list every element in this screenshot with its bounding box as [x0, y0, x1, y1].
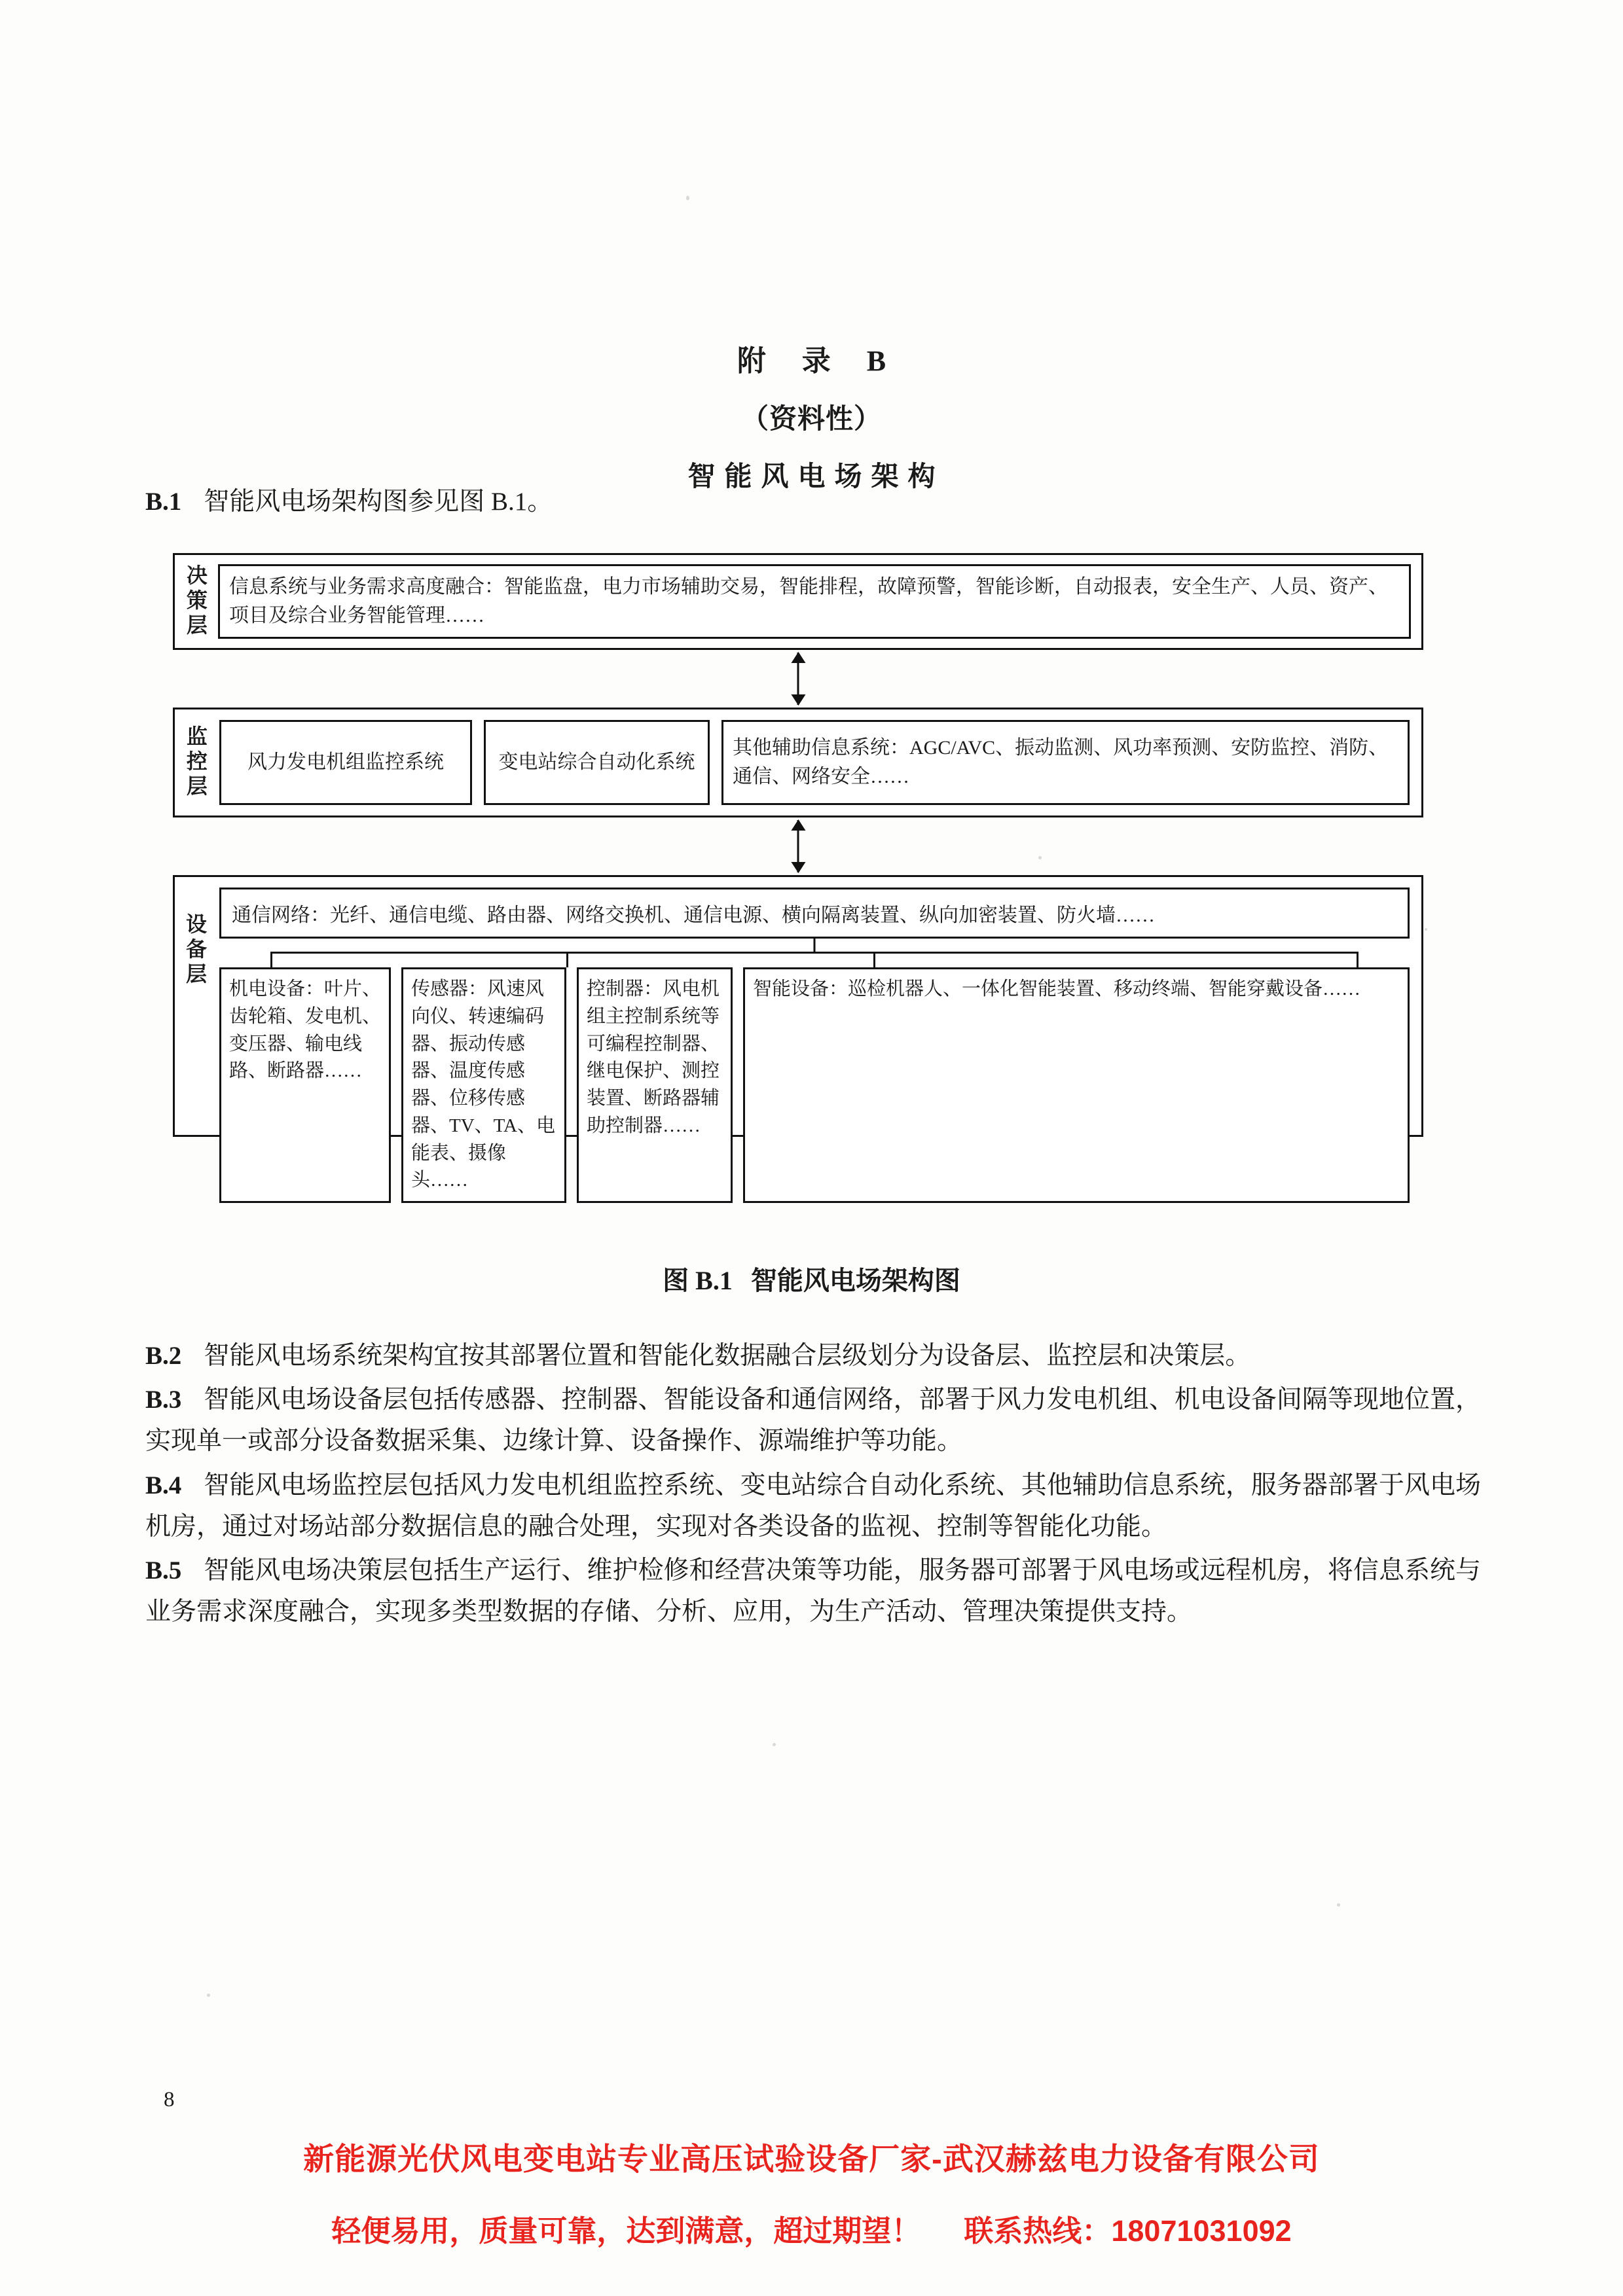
- monitoring-cell-turbine: 风力发电机组监控系统: [219, 720, 472, 805]
- equipment-cell-sensors: 传感器：风速风向仪、转速编码器、振动传感器、温度传感器、位移传感器、TV、TA、电能表、摄像头……: [401, 967, 566, 1203]
- advert-hotline-text: 联系热线：18071031092: [964, 2214, 1292, 2248]
- section-text-b3: 智能风电场设备层包括传感器、控制器、智能设备和通信网络，部署于风力发电机组、机电设备间隔等现地位置，实现单一或部分设备数据采集、边缘计算、设备操作、源端维护等功能。: [145, 1386, 1481, 1456]
- page-number: 8: [164, 2088, 175, 2111]
- decision-layer-content: 信息系统与业务需求高度融合：智能监盘，电力市场辅助交易，智能排程，故障预警，智能诊断，自动报表，安全生产、人员、资产、项目及综合业务智能管理……: [218, 564, 1411, 639]
- section-text-b2: 智能风电场系统架构宜按其部署位置和智能化数据融合层级划分为设备层、监控层和决策层。: [204, 1342, 1251, 1370]
- section-number-b2: B.2: [145, 1342, 182, 1370]
- appendix-title: 附 录 B: [737, 345, 901, 377]
- section-text-b1: 智能风电场架构图参见图 B.1。: [204, 488, 553, 516]
- section-text-b5: 智能风电场决策层包括生产运行、维护检修和经营决策等功能，服务器可部署于风电场或远程机房，将信息系统与业务需求深度融合，实现多类型数据的存储、分析、应用，为生产活动、管理决策提供支持。: [145, 1556, 1481, 1626]
- decision-layer-label: 决策层: [183, 564, 208, 639]
- paragraph-b5: [145, 1550, 1481, 1632]
- monitoring-layer: [173, 708, 1423, 817]
- scan-speck: [207, 1994, 210, 1997]
- paragraph-b3: [145, 1379, 1481, 1462]
- equipment-layer-label: 设备层: [183, 913, 207, 988]
- appendix-name: 智能风电场架构: [687, 462, 945, 492]
- decision-layer: [173, 553, 1423, 650]
- monitoring-layer-label: 监控层: [183, 725, 208, 800]
- figure-caption-number: 图 B.1: [663, 1266, 733, 1295]
- appendix-kind: （资料性）: [740, 404, 882, 435]
- section-b1: [145, 481, 1481, 525]
- scan-speck: [773, 1743, 776, 1746]
- scan-speck: [1425, 928, 1427, 931]
- equipment-layer: [173, 875, 1423, 1191]
- paragraph-b1: [145, 481, 1481, 522]
- advert-slogan-text: 轻便易用，质量可靠，达到满意，超过期望！: [331, 2214, 921, 2248]
- equipment-cell-electromechanical: 机电设备：叶片、齿轮箱、发电机、变压器、输电线路、断路器……: [219, 967, 391, 1203]
- architecture-diagram: [173, 553, 1423, 1191]
- double-arrow-icon: [797, 820, 799, 872]
- connector-decision-monitor: [173, 650, 1423, 708]
- bracket-connector: [223, 939, 1406, 967]
- paragraph-b4: [145, 1465, 1481, 1547]
- advert-line-slogan: [0, 2207, 1623, 2250]
- scan-speck: [1337, 1903, 1340, 1907]
- double-arrow-icon: [797, 653, 799, 705]
- monitoring-cell-substation: 变电站综合自动化系统: [484, 720, 710, 805]
- equipment-cell-smart-devices: 智能设备：巡检机器人、一体化智能装置、移动终端、智能穿戴设备……: [743, 967, 1410, 1203]
- scan-speck: [686, 196, 689, 200]
- monitoring-cell-auxiliary: 其他辅助信息系统：AGC/AVC、振动监测、风功率预测、安防监控、消防、通信、网络安全……: [721, 720, 1410, 805]
- section-text-b4: 智能风电场监控层包括风力发电机组监控系统、变电站综合自动化系统、其他辅助信息系统，服务器部署于风电场机房，通过对场站部分数据信息的融合处理，实现对各类设备的监视、控制等智能化功能。: [145, 1471, 1481, 1541]
- appendix-heading: [0, 337, 1623, 494]
- equipment-cell-controllers: 控制器：风电机组主控制系统等可编程控制器、继电保护、测控装置、断路器辅助控制器……: [577, 967, 733, 1203]
- section-number-b3: B.3: [145, 1386, 182, 1414]
- paragraph-b2: [145, 1335, 1481, 1376]
- section-number-b5: B.5: [145, 1556, 182, 1585]
- section-number-b1: B.1: [145, 488, 182, 516]
- figure-caption: [0, 1260, 1623, 1297]
- figure-caption-text: 智能风电场架构图: [750, 1266, 960, 1295]
- equipment-network-cell: 通信网络：光纤、通信电缆、路由器、网络交换机、通信电源、横向隔离装置、纵向加密装置、防火墙……: [219, 888, 1410, 939]
- connector-monitor-equipment: [173, 817, 1423, 875]
- section-number-b4: B.4: [145, 1471, 182, 1499]
- body-sections: [145, 1335, 1481, 1635]
- advert-line-company: 新能源光伏风电变电站专业高压试验设备厂家-武汉赫兹电力设备有限公司: [303, 2142, 1320, 2176]
